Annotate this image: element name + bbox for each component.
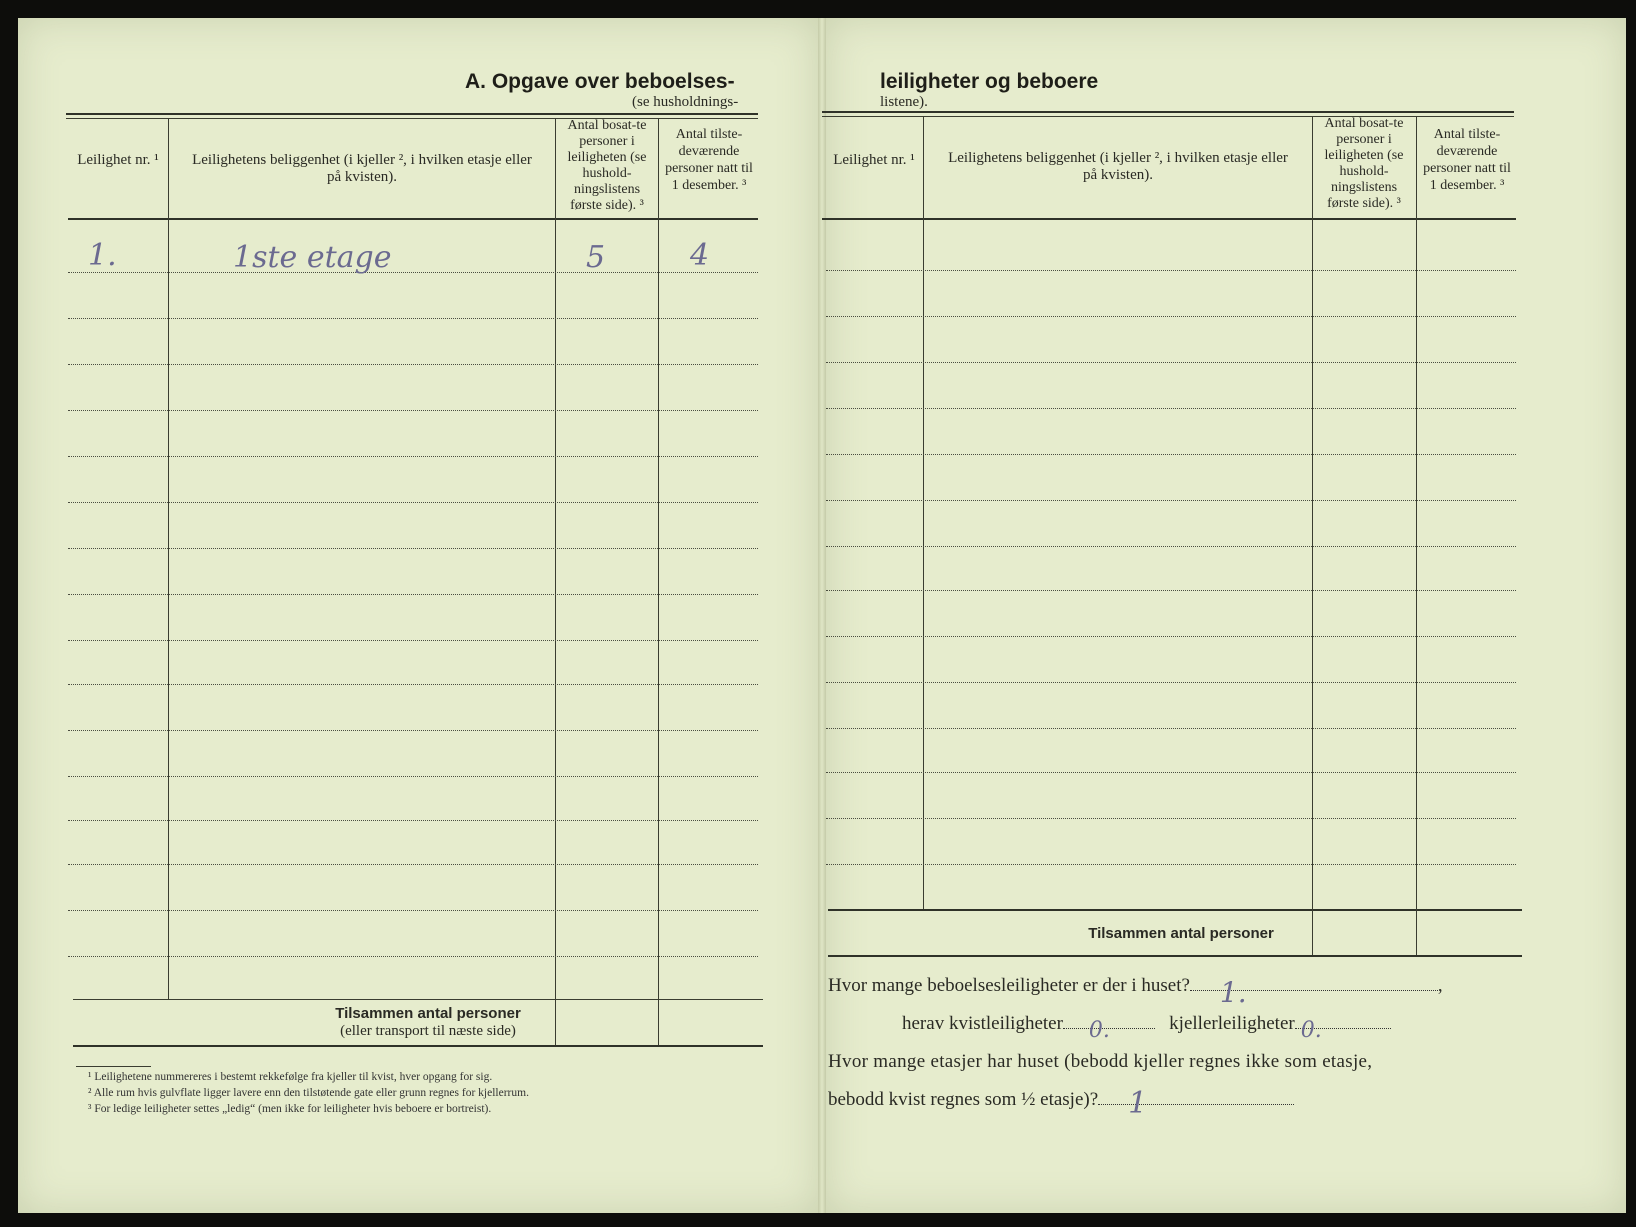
- right-subheading: listene).: [880, 94, 928, 110]
- question-floors-line2: bebodd kvist regnes som ½ etasje)? 1: [828, 1089, 1294, 1111]
- table-top-rule: [66, 113, 758, 115]
- right-totals-top-rule: [828, 909, 1522, 911]
- right-column-header-present: Antal tilste-deværende personer natt til 1 desember. ³: [1423, 127, 1511, 193]
- right-column-header-nr: Leilighet nr. ¹: [833, 152, 915, 168]
- entry-present: 4: [690, 238, 710, 273]
- left-page: [18, 18, 818, 1213]
- question-floors-line1: Hvor mange etasjer har huset (bebodd kjeller regnes ikke som etasje,: [828, 1051, 1373, 1072]
- left-total-sub: (eller transport til næste side): [340, 1023, 516, 1039]
- right-page: [826, 18, 1626, 1213]
- left-subheading: (se husholdnings-: [632, 94, 739, 110]
- page-fold: [818, 18, 826, 1213]
- question-attic-cellar: herav kvistleiligheter 0. kjellerleiligheter 0.: [902, 1013, 1391, 1035]
- entry-nr: 1.: [88, 238, 117, 273]
- footnote-1: ¹ Leilighetene nummereres i bestemt rekkefølge fra kjeller til kvist, hver opgang for sig.: [88, 1071, 493, 1083]
- totals-top-rule: [73, 999, 763, 1000]
- totals-bottom-rule: [73, 1045, 763, 1047]
- right-heading: leiligheter og beboere: [880, 70, 1099, 93]
- left-total-label: Tilsammen antal personer: [335, 1005, 521, 1022]
- answer-apartments: 1.: [1219, 976, 1247, 1009]
- right-total-label: Tilsammen antal personer: [1088, 925, 1274, 942]
- right-column-header-residents: Antal bosat-te personer i leiligheten (se hushold-ningslistens første side). ³: [1324, 116, 1404, 211]
- column-header-residents: Antal bosat-te personer i leiligheten (se hushold-ningslistens første side). ³: [567, 118, 647, 213]
- left-heading: A. Opgave over beboelses-: [465, 70, 735, 93]
- question-apartments: Hvor mange beboelsesleiligheter er der i huset? 1. ,: [828, 975, 1443, 1009]
- entry-residents: 5: [586, 240, 606, 275]
- answer-floors: 1: [1128, 1086, 1148, 1121]
- column-header-nr: Leilighet nr. ¹: [77, 152, 159, 168]
- header-bottom-rule: [68, 218, 758, 220]
- entry-location: 1ste etage: [233, 240, 392, 275]
- right-totals-bottom-rule: [828, 955, 1522, 957]
- footnote-3: ³ For ledige leiligheter settes „ledig“ (men ikke for leiligheter hvis beboere er bortreist).: [88, 1103, 492, 1115]
- column-header-present: Antal tilste-deværende personer natt til 1 desember. ³: [665, 127, 753, 193]
- right-column-header-location: Leilighetens beliggenhet (i kjeller ², i hvilken etasje eller på kvisten).: [948, 150, 1288, 183]
- answer-attic: 0.: [1088, 1018, 1110, 1043]
- footnote-2: ² Alle rum hvis gulvflate ligger lavere enn den tilstøtende gate eller grunn regnes for kjellerrum.: [88, 1087, 529, 1099]
- answer-cellar: 0.: [1300, 1018, 1322, 1043]
- column-header-location: Leilighetens beliggenhet (i kjeller ², i hvilken etasje eller på kvisten).: [192, 152, 532, 185]
